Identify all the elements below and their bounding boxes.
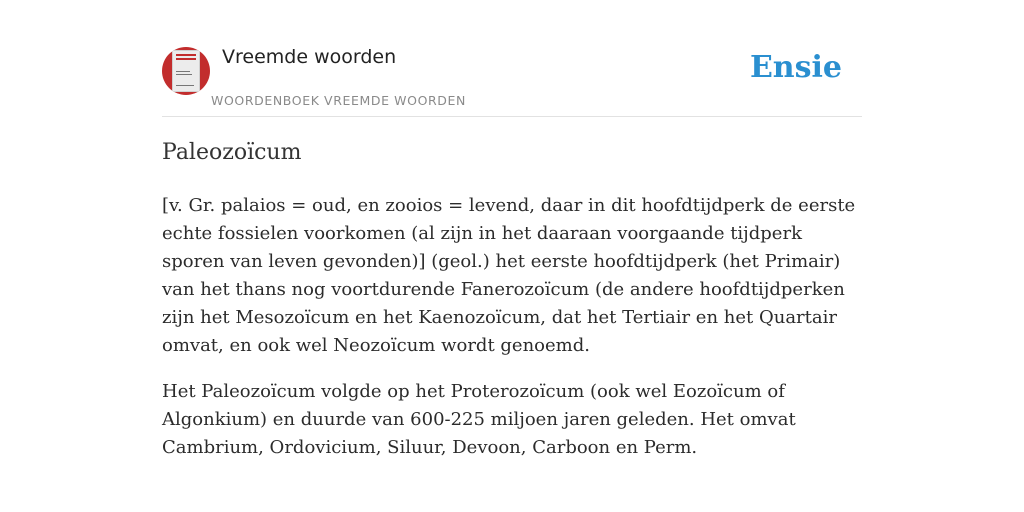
entry-term: Paleozoïcum: [162, 140, 302, 165]
definition-paragraph: Het Paleozoïcum volgde op het Proterozoïcum (ook wel Eozoïcum of Algonkium) en duurde van 600-225 miljoen jaren geleden. Het omvat Cambrium, Ordovicium, Siluur, Devoon, Carboon en Perm.: [162, 381, 796, 458]
definition-paragraph: [v. Gr. palaios = oud, en zooios = levend, daar in dit hoofdtijdperk de eerste echte fossielen voorkomen (al zijn in het daaraan voorgaande tijdperk sporen van leven gevonden)] (geol.) het eerste hoofdtijdperk (het Primair) van het thans nog voortdurende Fanerozoïcum (de andere hoofdtijdperken zijn het Mesozoïcum en het Kaenozoïcum, dat het Tertiair en het Quartair omvat, en ook wel Neozoïcum wordt genoemd.: [162, 195, 856, 356]
dictionary-subtitle: WOORDENBOEK VREEMDE WOORDEN: [211, 93, 466, 108]
dictionary-cover-avatar[interactable]: [162, 47, 210, 95]
entry-definition: [162, 192, 862, 480]
brand-logo[interactable]: Ensie: [749, 50, 842, 85]
book-cover-icon: [172, 50, 200, 92]
dictionary-header: [162, 44, 862, 117]
dictionary-title[interactable]: Vreemde woorden: [222, 46, 397, 68]
